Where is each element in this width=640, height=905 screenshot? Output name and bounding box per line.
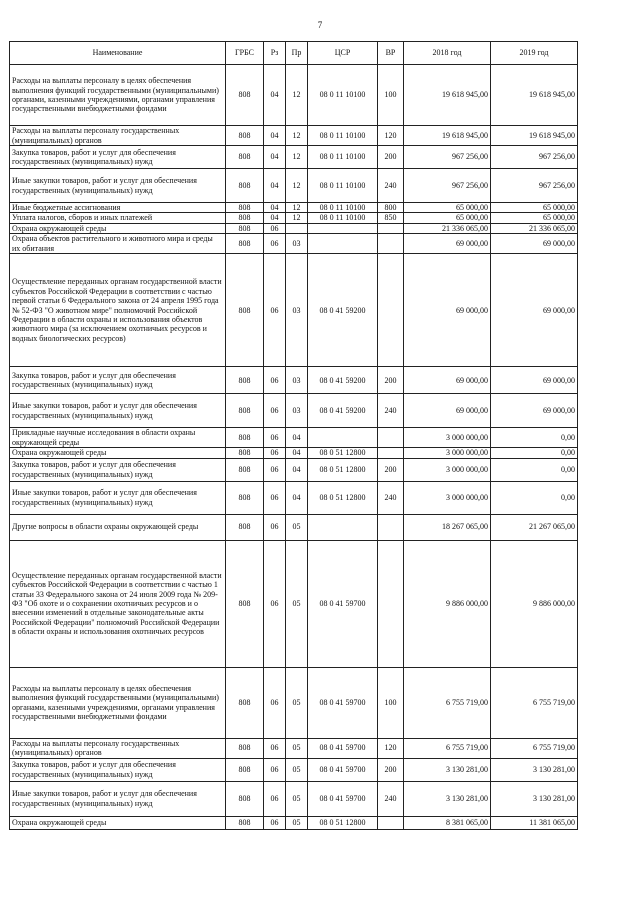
cell-vr [378, 234, 404, 254]
cell-y2019: 21 267 065,00 [491, 514, 578, 540]
cell-y2019: 6 755 719,00 [491, 667, 578, 738]
cell-y2019: 11 381 065,00 [491, 816, 578, 829]
cell-rz: 06 [264, 481, 286, 514]
cell-pr: 12 [286, 203, 308, 213]
page-number: 7 [317, 20, 323, 30]
cell-name: Осуществление переданных органам государственной власти субъектов Российской Федерации в соответствии с частью 1 статьи 33 Федерального закона от 24 июля 2009 года № 209-ФЗ "Об охоте и о сохранении охотничьих ресурсов и о внесении изменений в отдельные законодательные акты Российской Федерации" полномочий Российской Федерации в области охраны и использования охотничьих ресурсов [10, 540, 226, 667]
cell-vr: 120 [378, 738, 404, 758]
cell-csr: 08 0 51 12800 [308, 448, 378, 458]
cell-grbs: 808 [226, 816, 264, 829]
cell-name: Расходы на выплаты персоналу в целях обеспечения выполнения функций государственными (муниципальными) органами, казенными учреждениями, органами управления государственными внебюджетными фондами [10, 65, 226, 126]
cell-y2019: 69 000,00 [491, 234, 578, 254]
cell-rz: 06 [264, 254, 286, 367]
cell-y2019: 19 618 945,00 [491, 65, 578, 126]
cell-rz: 06 [264, 367, 286, 394]
table-row [10, 126, 578, 146]
cell-name: Расходы на выплаты персоналу государственных (муниципальных) органов [10, 738, 226, 758]
cell-vr [378, 254, 404, 367]
cell-name: Уплата налогов, сборов и иных платежей [10, 213, 226, 223]
cell-pr: 04 [286, 428, 308, 448]
cell-y2018: 3 000 000,00 [404, 481, 491, 514]
cell-y2019: 967 256,00 [491, 169, 578, 203]
cell-vr: 200 [378, 458, 404, 481]
cell-csr: 08 0 41 59700 [308, 738, 378, 758]
cell-csr: 08 0 51 12800 [308, 816, 378, 829]
header-grbs: ГРБС [226, 42, 264, 65]
cell-vr [378, 540, 404, 667]
cell-grbs: 808 [226, 367, 264, 394]
cell-csr [308, 223, 378, 233]
cell-y2019: 19 618 945,00 [491, 126, 578, 146]
header-name: Наименование [10, 42, 226, 65]
cell-pr [286, 223, 308, 233]
cell-csr: 08 0 41 59700 [308, 667, 378, 738]
table-row [10, 65, 578, 126]
cell-vr: 200 [378, 367, 404, 394]
header-vr: ВР [378, 42, 404, 65]
cell-vr [378, 428, 404, 448]
cell-pr: 03 [286, 367, 308, 394]
cell-grbs: 808 [226, 428, 264, 448]
cell-name: Охрана окружающей среды [10, 448, 226, 458]
cell-csr: 08 0 11 10100 [308, 203, 378, 213]
cell-name: Иные закупки товаров, работ и услуг для обеспечения государственных (муниципальных) нужд [10, 169, 226, 203]
cell-grbs: 808 [226, 254, 264, 367]
cell-grbs: 808 [226, 394, 264, 428]
cell-name: Осуществление переданных органам государственной власти субъектов Российской Федерации в соответствии с частью первой статьи 6 Федерального закона от 24 апреля 1995 года № 52-ФЗ "О животном мире" полномочий Российской Федерации в области охраны и использования объектов животного мира (за исключением охотничьих ресурсов и водных биологических ресурсов) [10, 254, 226, 367]
cell-csr: 08 0 41 59700 [308, 540, 378, 667]
cell-csr: 08 0 51 12800 [308, 458, 378, 481]
table-row [10, 146, 578, 169]
cell-y2018: 69 000,00 [404, 394, 491, 428]
cell-pr: 12 [286, 169, 308, 203]
cell-y2018: 3 000 000,00 [404, 458, 491, 481]
header-2018: 2018 год [404, 42, 491, 65]
table-row [10, 213, 578, 223]
cell-y2018: 967 256,00 [404, 169, 491, 203]
cell-rz: 06 [264, 816, 286, 829]
cell-vr: 120 [378, 126, 404, 146]
cell-pr: 05 [286, 816, 308, 829]
cell-rz: 06 [264, 514, 286, 540]
cell-pr: 03 [286, 394, 308, 428]
cell-csr: 08 0 11 10100 [308, 126, 378, 146]
cell-pr: 05 [286, 540, 308, 667]
cell-name: Расходы на выплаты персоналу государственных (муниципальных) органов [10, 126, 226, 146]
cell-name: Закупка товаров, работ и услуг для обеспечения государственных (муниципальных) нужд [10, 758, 226, 781]
cell-grbs: 808 [226, 448, 264, 458]
cell-pr: 05 [286, 738, 308, 758]
cell-vr: 850 [378, 213, 404, 223]
cell-name: Закупка товаров, работ и услуг для обеспечения государственных (муниципальных) нужд [10, 458, 226, 481]
cell-y2018: 6 755 719,00 [404, 738, 491, 758]
cell-csr [308, 234, 378, 254]
cell-y2018: 65 000,00 [404, 203, 491, 213]
cell-y2019: 3 130 281,00 [491, 758, 578, 781]
cell-rz: 06 [264, 540, 286, 667]
cell-y2018: 65 000,00 [404, 213, 491, 223]
cell-csr: 08 0 11 10100 [308, 213, 378, 223]
cell-y2019: 65 000,00 [491, 203, 578, 213]
cell-y2019: 0,00 [491, 458, 578, 481]
cell-rz: 06 [264, 781, 286, 816]
cell-csr: 08 0 41 59200 [308, 367, 378, 394]
table-row [10, 169, 578, 203]
cell-y2018: 3 130 281,00 [404, 758, 491, 781]
header-rz: Рз [264, 42, 286, 65]
cell-csr: 08 0 41 59700 [308, 781, 378, 816]
cell-pr: 05 [286, 758, 308, 781]
cell-name: Другие вопросы в области охраны окружающей среды [10, 514, 226, 540]
cell-y2019: 0,00 [491, 481, 578, 514]
cell-rz: 06 [264, 448, 286, 458]
cell-grbs: 808 [226, 213, 264, 223]
cell-pr: 04 [286, 448, 308, 458]
table-row [10, 367, 578, 394]
table-row [10, 448, 578, 458]
cell-csr: 08 0 41 59200 [308, 394, 378, 428]
cell-vr: 200 [378, 146, 404, 169]
cell-csr: 08 0 11 10100 [308, 169, 378, 203]
cell-y2018: 19 618 945,00 [404, 65, 491, 126]
cell-vr: 800 [378, 203, 404, 213]
cell-y2018: 69 000,00 [404, 234, 491, 254]
cell-y2018: 967 256,00 [404, 146, 491, 169]
header-csr: ЦСР [308, 42, 378, 65]
table-row [10, 223, 578, 233]
cell-vr: 100 [378, 667, 404, 738]
table-row [10, 758, 578, 781]
cell-y2018: 3 000 000,00 [404, 428, 491, 448]
cell-y2018: 9 886 000,00 [404, 540, 491, 667]
cell-vr [378, 223, 404, 233]
table-row [10, 458, 578, 481]
cell-y2019: 69 000,00 [491, 394, 578, 428]
cell-grbs: 808 [226, 169, 264, 203]
cell-pr: 04 [286, 481, 308, 514]
cell-pr: 03 [286, 254, 308, 367]
cell-vr: 240 [378, 394, 404, 428]
cell-rz: 04 [264, 203, 286, 213]
cell-grbs: 808 [226, 203, 264, 213]
table-row [10, 667, 578, 738]
cell-grbs: 808 [226, 758, 264, 781]
cell-vr: 240 [378, 169, 404, 203]
cell-vr: 200 [378, 758, 404, 781]
cell-name: Закупка товаров, работ и услуг для обеспечения государственных (муниципальных) нужд [10, 367, 226, 394]
cell-name: Прикладные научные исследования в области охраны окружающей среды [10, 428, 226, 448]
cell-y2019: 69 000,00 [491, 254, 578, 367]
cell-rz: 04 [264, 169, 286, 203]
cell-y2018: 19 618 945,00 [404, 126, 491, 146]
cell-y2019: 3 130 281,00 [491, 781, 578, 816]
cell-name: Иные закупки товаров, работ и услуг для обеспечения государственных (муниципальных) нужд [10, 394, 226, 428]
cell-rz: 06 [264, 234, 286, 254]
cell-rz: 04 [264, 126, 286, 146]
cell-y2019: 0,00 [491, 428, 578, 448]
cell-y2018: 3 130 281,00 [404, 781, 491, 816]
table-row [10, 428, 578, 448]
cell-csr [308, 514, 378, 540]
table-row [10, 781, 578, 816]
cell-grbs: 808 [226, 146, 264, 169]
cell-name: Закупка товаров, работ и услуг для обеспечения государственных (муниципальных) нужд [10, 146, 226, 169]
cell-vr [378, 514, 404, 540]
cell-grbs: 808 [226, 738, 264, 758]
cell-pr: 04 [286, 458, 308, 481]
cell-csr: 08 0 51 12800 [308, 481, 378, 514]
cell-name: Иные бюджетные ассигнования [10, 203, 226, 213]
cell-vr [378, 448, 404, 458]
cell-name: Иные закупки товаров, работ и услуг для обеспечения государственных (муниципальных) нужд [10, 781, 226, 816]
cell-y2018: 18 267 065,00 [404, 514, 491, 540]
cell-grbs: 808 [226, 223, 264, 233]
cell-y2019: 6 755 719,00 [491, 738, 578, 758]
table-row [10, 203, 578, 213]
cell-rz: 06 [264, 223, 286, 233]
table-row [10, 481, 578, 514]
table-row [10, 540, 578, 667]
cell-vr: 240 [378, 781, 404, 816]
cell-grbs: 808 [226, 65, 264, 126]
cell-pr: 12 [286, 65, 308, 126]
cell-rz: 04 [264, 146, 286, 169]
table-row [10, 514, 578, 540]
cell-rz: 06 [264, 738, 286, 758]
cell-pr: 12 [286, 126, 308, 146]
budget-table [9, 41, 578, 830]
cell-y2018: 69 000,00 [404, 254, 491, 367]
cell-y2019: 69 000,00 [491, 367, 578, 394]
cell-name: Охрана окружающей среды [10, 223, 226, 233]
cell-rz: 06 [264, 394, 286, 428]
cell-y2018: 69 000,00 [404, 367, 491, 394]
table-row [10, 738, 578, 758]
cell-csr: 08 0 11 10100 [308, 65, 378, 126]
cell-y2018: 21 336 065,00 [404, 223, 491, 233]
cell-y2019: 9 886 000,00 [491, 540, 578, 667]
cell-name: Расходы на выплаты персоналу в целях обеспечения выполнения функций государственными (муниципальными) органами, казенными учреждениями, органами управления государственными внебюджетными фондами [10, 667, 226, 738]
cell-csr [308, 428, 378, 448]
cell-pr: 12 [286, 213, 308, 223]
cell-y2019: 65 000,00 [491, 213, 578, 223]
cell-grbs: 808 [226, 458, 264, 481]
cell-pr: 05 [286, 781, 308, 816]
header-pr: Пр [286, 42, 308, 65]
cell-rz: 06 [264, 458, 286, 481]
cell-pr: 05 [286, 514, 308, 540]
header-2019: 2019 год [491, 42, 578, 65]
cell-csr: 08 0 41 59200 [308, 254, 378, 367]
cell-name: Иные закупки товаров, работ и услуг для обеспечения государственных (муниципальных) нужд [10, 481, 226, 514]
cell-pr: 05 [286, 667, 308, 738]
cell-rz: 06 [264, 758, 286, 781]
cell-rz: 06 [264, 428, 286, 448]
cell-csr: 08 0 41 59700 [308, 758, 378, 781]
cell-grbs: 808 [226, 667, 264, 738]
cell-y2019: 0,00 [491, 448, 578, 458]
table-header-row [10, 42, 578, 65]
table-row [10, 254, 578, 367]
cell-grbs: 808 [226, 234, 264, 254]
cell-y2018: 8 381 065,00 [404, 816, 491, 829]
cell-rz: 04 [264, 213, 286, 223]
cell-vr: 100 [378, 65, 404, 126]
cell-grbs: 808 [226, 540, 264, 667]
cell-y2018: 6 755 719,00 [404, 667, 491, 738]
cell-grbs: 808 [226, 781, 264, 816]
cell-name: Охрана окружающей среды [10, 816, 226, 829]
cell-csr: 08 0 11 10100 [308, 146, 378, 169]
cell-vr [378, 816, 404, 829]
cell-vr: 240 [378, 481, 404, 514]
cell-name: Охрана объектов растительного и животного мира и среды их обитания [10, 234, 226, 254]
cell-grbs: 808 [226, 514, 264, 540]
cell-grbs: 808 [226, 126, 264, 146]
cell-rz: 04 [264, 65, 286, 126]
cell-grbs: 808 [226, 481, 264, 514]
cell-pr: 12 [286, 146, 308, 169]
table-row [10, 394, 578, 428]
cell-y2019: 967 256,00 [491, 146, 578, 169]
cell-rz: 06 [264, 667, 286, 738]
cell-y2018: 3 000 000,00 [404, 448, 491, 458]
cell-y2019: 21 336 065,00 [491, 223, 578, 233]
cell-pr: 03 [286, 234, 308, 254]
table-row [10, 816, 578, 829]
table-row [10, 234, 578, 254]
